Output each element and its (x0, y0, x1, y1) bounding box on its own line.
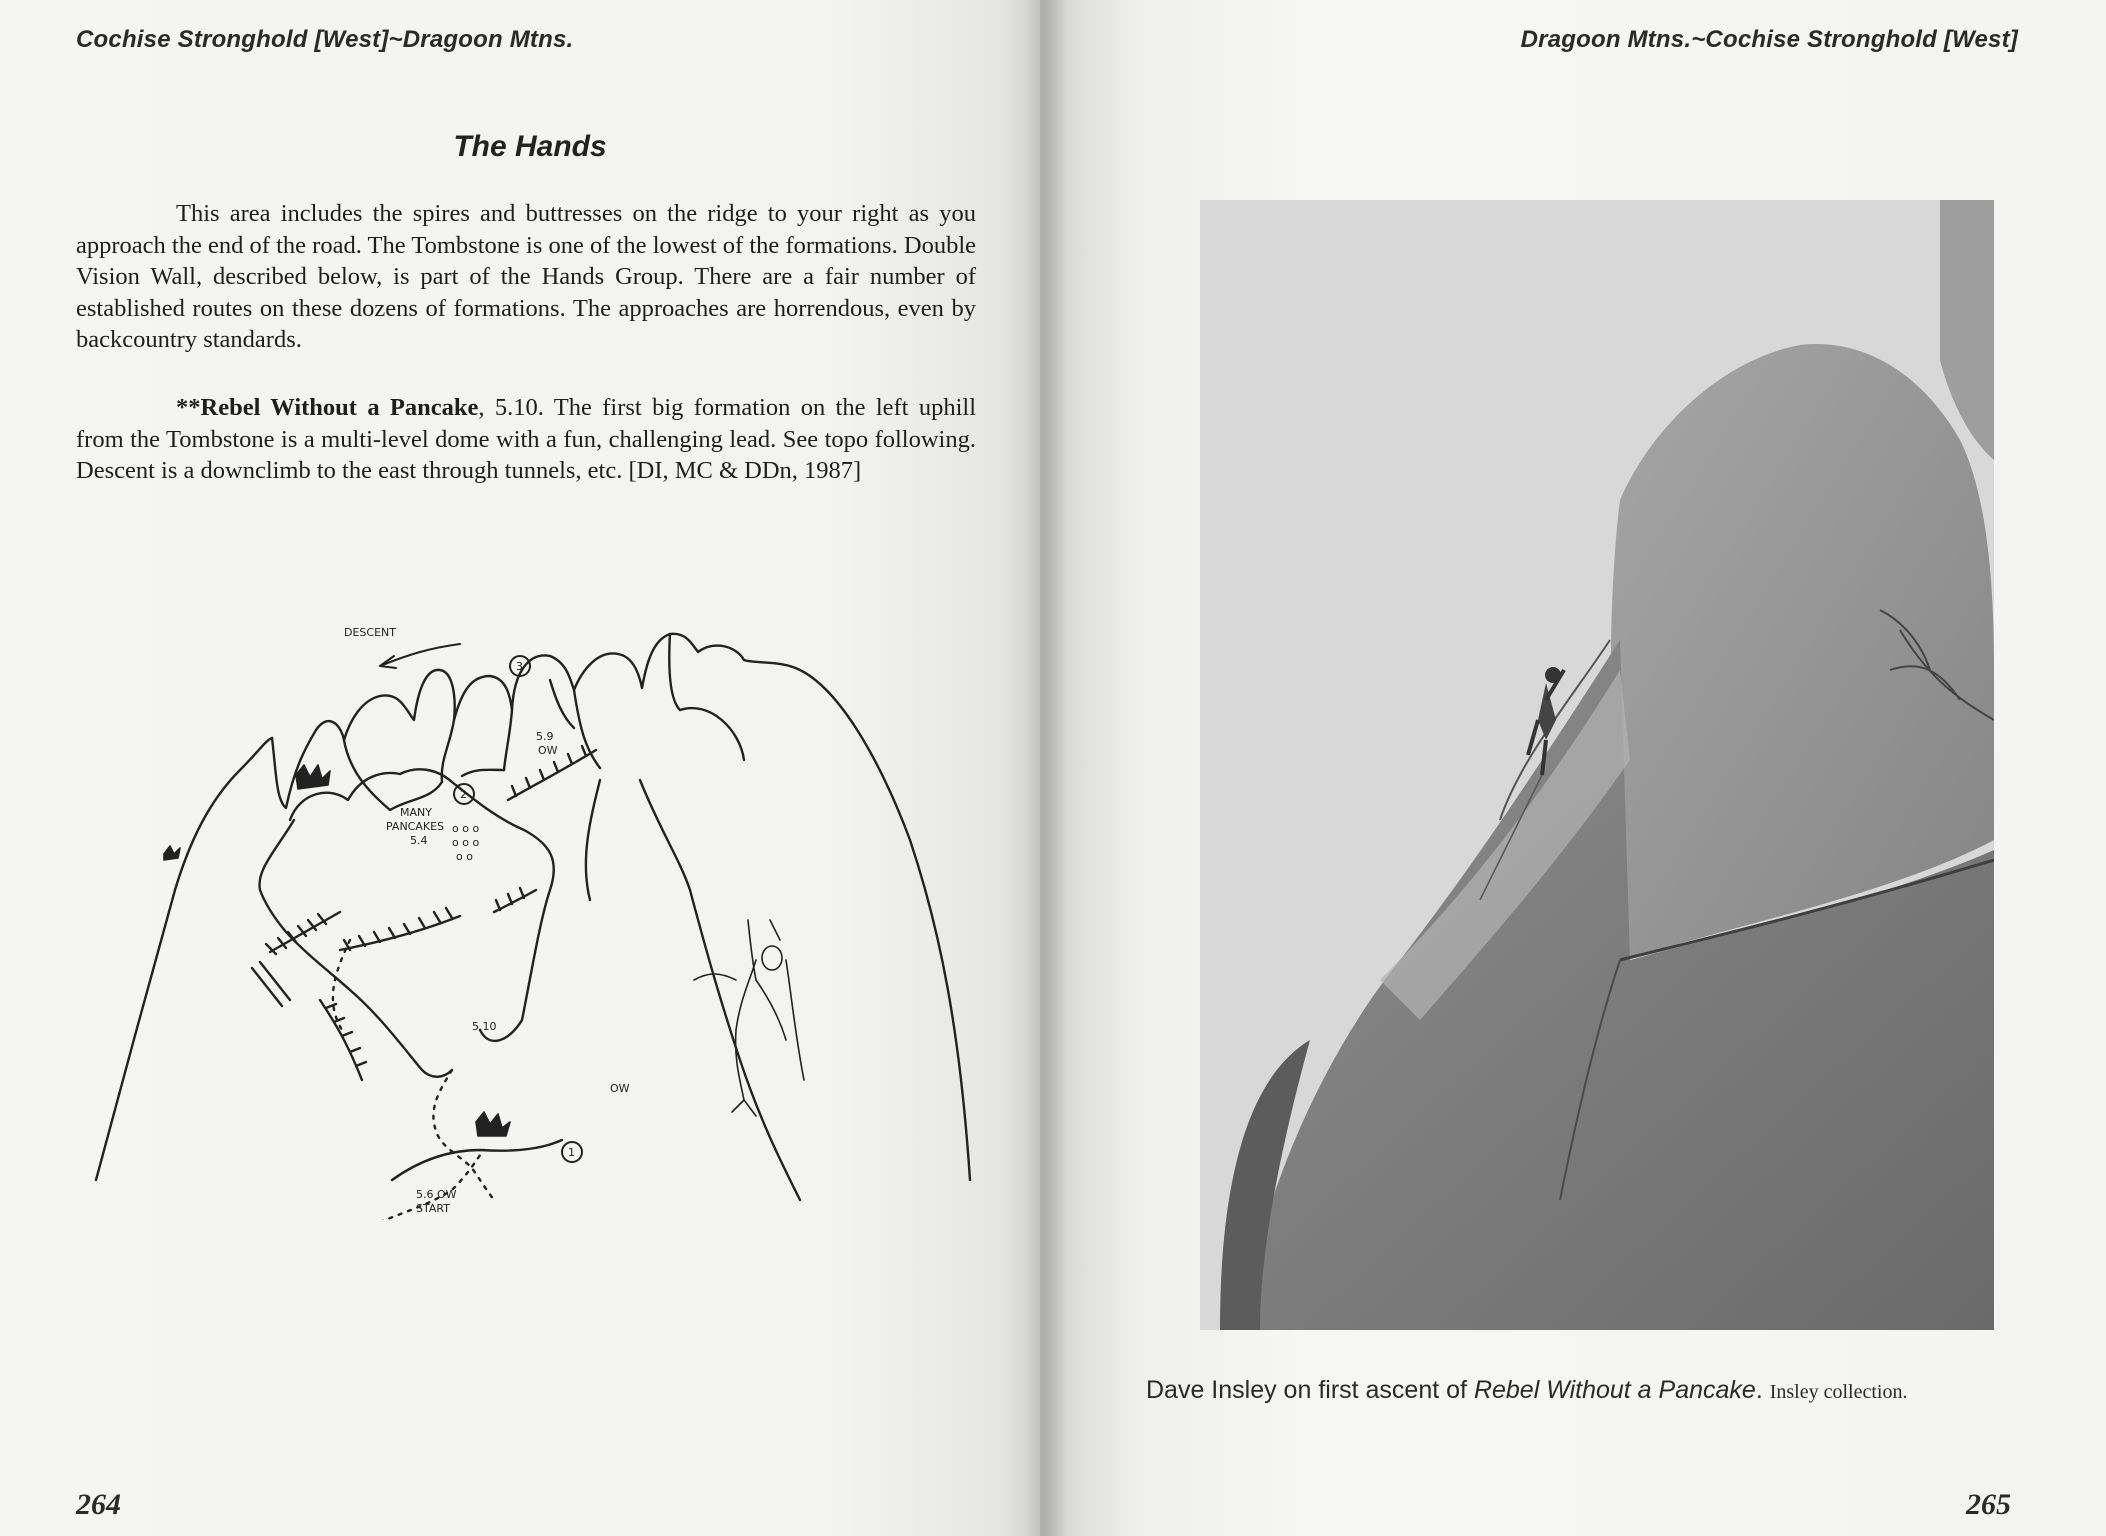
running-head-right: Dragoon Mtns.~Cochise Stronghold [West] (1520, 26, 2018, 53)
grade-59-ow-label: OW (538, 744, 558, 757)
grade-59-label: 5.9 (536, 730, 554, 743)
climbing-photo (1200, 200, 1994, 1330)
climbing-photo-image (1200, 200, 1994, 1330)
running-head-left: Cochise Stronghold [West]~Dragoon Mtns. (76, 26, 574, 53)
belay-2-label: 2 (460, 788, 467, 801)
bush-icon (164, 846, 180, 860)
caption-credit: Insley collection. (1769, 1381, 1908, 1403)
grade-510-label: 5.10 (472, 1020, 497, 1033)
start-label: START (416, 1202, 450, 1215)
belay-1-label: 1 (568, 1146, 575, 1159)
topo-skyline (272, 634, 970, 1180)
svg-text:o o o: o o o (452, 836, 480, 849)
route-description (76, 392, 976, 487)
caption-prefix: Dave Insley on first ascent of (1146, 1376, 1474, 1404)
ow-label: OW (610, 1082, 630, 1095)
caption-route-title: Rebel Without a Pancake (1473, 1376, 1756, 1404)
route-topo-drawing (80, 560, 1000, 1220)
start-grade-label: 5.6 OW (416, 1188, 457, 1201)
page-number-right: 265 (1966, 1488, 2011, 1521)
descent-arrow (380, 644, 460, 668)
many-pancakes-grade: 5.4 (410, 834, 428, 847)
bush-icon (296, 765, 330, 789)
route-name: **Rebel Without a Pancake (176, 394, 479, 421)
many-pancakes-line2: PANCAKES (386, 820, 445, 833)
topo-left-profile (96, 738, 272, 1180)
page-number-left: 264 (76, 1488, 121, 1521)
route-grade: , 5.10. (478, 394, 544, 421)
book-gutter (1026, 0, 1066, 1536)
left-page (0, 0, 1040, 1536)
route-details: The first big formation on the left uphill from the Tombstone is a multi-level dome with a fun, challenging lead. See topo following. Descent is a downclimb to the east through tunnels, etc. [DI, MC & DDn, 1987] (76, 394, 977, 484)
caption-suffix: . (1755, 1376, 1770, 1404)
photo-caption (1146, 1376, 1907, 1405)
svg-text:o o: o o (456, 850, 473, 863)
section-title: The Hands (453, 130, 607, 163)
many-pancakes-line1: MANY (400, 806, 432, 819)
svg-text:o o o: o o o (452, 822, 480, 835)
bush-icon (476, 1112, 510, 1136)
belay-3-label: 3 (516, 660, 523, 673)
intro-paragraph: This area includes the spires and buttresses on the ridge to your right as you approach the end of the road. The Tombstone is one of the lowest of the formations. Double Vision Wall, described below, is part of the Hands Group. There are a fair number of established routes on these dozens of formations. The approaches are horrendous, even by backcountry standards. (76, 200, 976, 353)
descent-label: DESCENT (344, 626, 396, 639)
